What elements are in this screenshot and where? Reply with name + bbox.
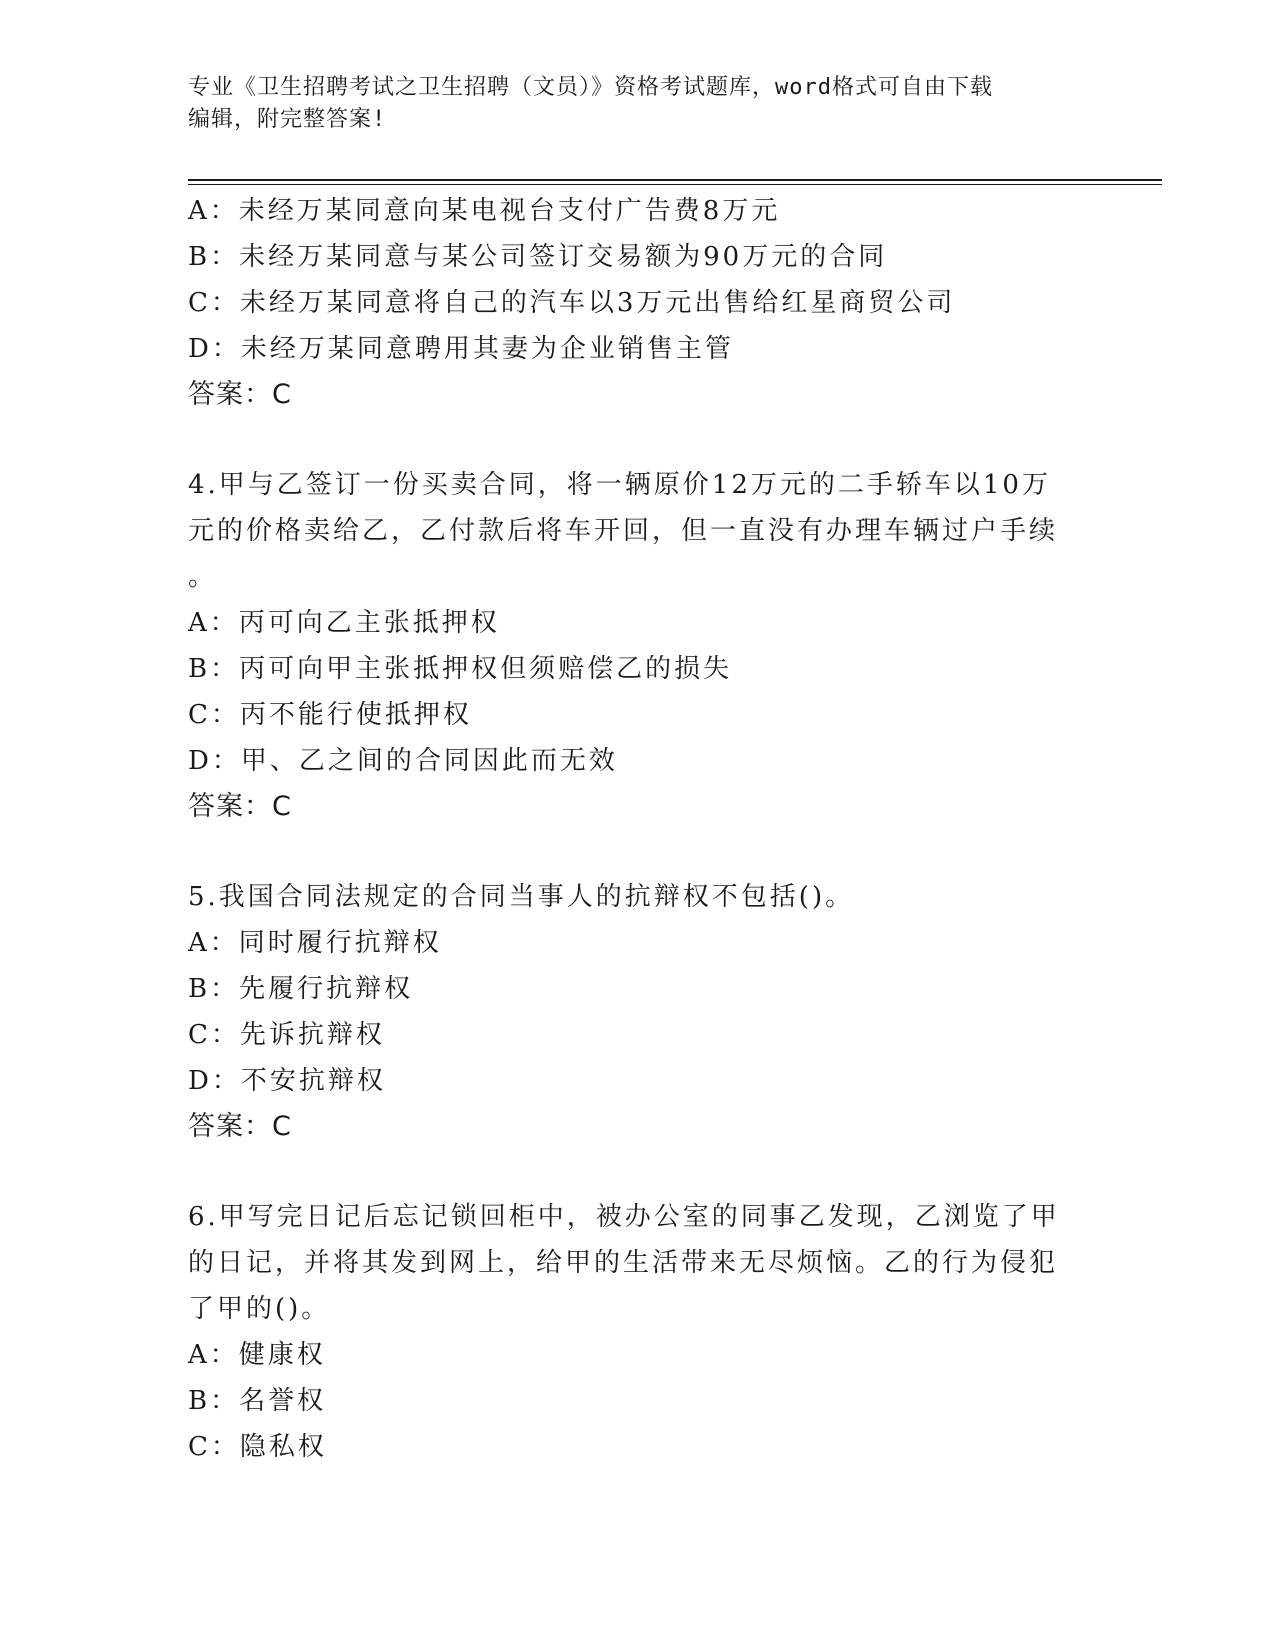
question-list <box>188 188 1068 1470</box>
option-a: A：同时履行抗辩权 <box>188 928 442 958</box>
question-stem: 元的价格卖给乙，乙付款后将车开回，但一直没有办理车辆过户手续 <box>188 516 1059 546</box>
option-a: A：丙可向乙主张抵押权 <box>188 608 500 638</box>
header-line-1: 专业《卫生招聘考试之卫生招聘（文员）》资格考试题库，word格式可自由下载 <box>188 75 993 100</box>
option-c: C：先诉抗辩权 <box>188 1020 385 1050</box>
option-c: C：未经万某同意将自己的汽车以3万元出售给红星商贸公司 <box>188 288 956 318</box>
question-3 <box>188 188 1068 418</box>
option-a: A：健康权 <box>188 1340 326 1370</box>
option-d: D：甲、乙之间的合同因此而无效 <box>188 746 618 776</box>
question-6 <box>188 1194 1068 1470</box>
option-c: C：丙不能行使抵押权 <box>188 700 472 730</box>
answer-line: 答案：C <box>188 791 292 822</box>
question-stem: 。 <box>188 562 218 592</box>
option-c: C：隐私权 <box>188 1432 327 1462</box>
option-b: B：先履行抗辩权 <box>188 974 414 1004</box>
question-5 <box>188 874 1068 1150</box>
option-a: A：未经万某同意向某电视台支付广告费8万元 <box>188 196 781 226</box>
question-stem: 的日记，并将其发到网上，给甲的生活带来无尽烦恼。乙的行为侵犯 <box>188 1248 1059 1278</box>
document-header <box>188 72 1088 136</box>
answer-line: 答案：C <box>188 379 292 410</box>
option-b: B：未经万某同意与某公司签订交易额为90万元的合同 <box>188 242 888 272</box>
header-divider-thick <box>188 179 1162 181</box>
header-line-2: 编辑，附完整答案! <box>188 107 387 132</box>
option-b: B：丙可向甲主张抵押权但须赔偿乙的损失 <box>188 654 733 684</box>
option-d: D：未经万某同意聘用其妻为企业销售主管 <box>188 334 734 364</box>
question-stem: 4.甲与乙签订一份买卖合同，将一辆原价12万元的二手轿车以10万 <box>188 470 1051 500</box>
question-4 <box>188 462 1068 830</box>
question-stem: 6.甲写完日记后忘记锁回柜中，被办公室的同事乙发现，乙浏览了甲 <box>188 1202 1060 1232</box>
question-stem: 了甲的()。 <box>188 1294 331 1324</box>
option-b: B：名誉权 <box>188 1386 327 1416</box>
option-d: D：不安抗辩权 <box>188 1066 386 1096</box>
header-divider-thin <box>188 184 1162 185</box>
answer-line: 答案：C <box>188 1111 292 1142</box>
question-stem: 5.我国合同法规定的合同当事人的抗辩权不包括()。 <box>188 882 855 912</box>
